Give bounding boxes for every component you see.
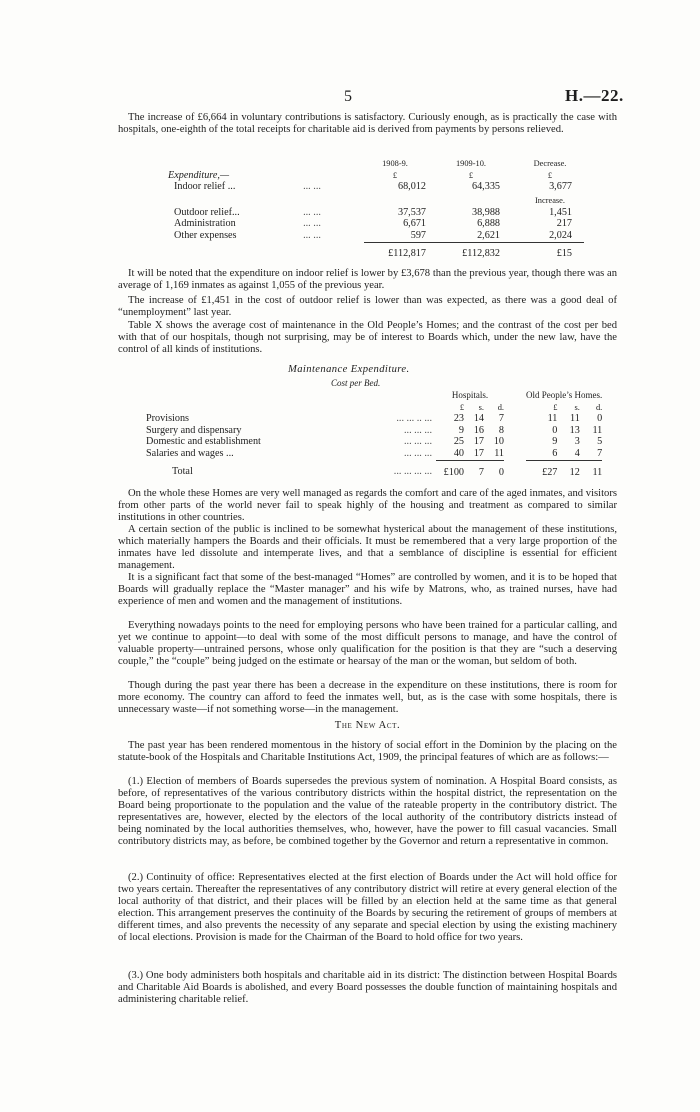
table-row xyxy=(168,181,584,193)
col-header-1909: 1909-10. xyxy=(455,159,486,168)
col-header-old-peoples-homes: Old People’s Homes. xyxy=(526,390,603,400)
total-value: £15 xyxy=(556,247,572,259)
row-label: Administration xyxy=(174,218,236,230)
cell-value: 17 xyxy=(473,436,484,448)
cell-value: 10 xyxy=(493,436,504,448)
table-row xyxy=(146,425,602,437)
paragraph-public-hysterical: A certain section of the public is inclined to be somewhat hysterical about the management of these institutions, which materially hampers the Boards and their officials. It must be remembered that a very large proportion of the inmates have led dissolute and intemperate lives, and that a semblance of discipline is essential for efficient management. xyxy=(118,524,617,572)
total-value: 0 xyxy=(498,466,504,478)
total-value: £112,832 xyxy=(462,247,500,259)
cell-value: 14 xyxy=(473,413,484,425)
row-label: Indoor relief ... xyxy=(174,181,236,193)
cell-value: 11 xyxy=(592,424,603,436)
total-value: £100 xyxy=(443,466,464,478)
col-header-1908: 1908-9. xyxy=(382,159,408,168)
leader-dots: ... ... xyxy=(303,181,321,193)
cell-value: 3 xyxy=(574,436,580,448)
page-number: 5 xyxy=(344,88,352,105)
unit-pound: £ xyxy=(547,170,553,180)
cell-value: 7 xyxy=(498,413,504,425)
cell-value: 4 xyxy=(557,448,579,460)
leader-dots: ... ... .. ... xyxy=(396,413,432,425)
expenditure-label: Expenditure,— xyxy=(168,169,230,181)
cell-value: 0 xyxy=(552,424,558,436)
cell-value: 64,335 xyxy=(471,181,500,193)
total-value: 12 xyxy=(569,466,580,478)
total-value: 7 xyxy=(478,466,484,478)
paragraph-outdoor-relief: The increase of £1,451 in the cost of outdoor relief is lower than was expected, as there was a good deal of “unemployment” last year. xyxy=(118,295,617,319)
totals-row xyxy=(168,242,584,259)
lsd-shillings: s. xyxy=(574,402,580,412)
cell-value: 25 xyxy=(453,436,464,448)
paragraph-indoor-relief: It will be noted that the expenditure on indoor relief is lower by £3,678 than the previous year, though there was an average of 1,169 inmates as against 1,055 of the previous year. xyxy=(118,268,617,292)
cell-value: 217 xyxy=(556,218,572,230)
total-value: £27 xyxy=(542,466,558,478)
cell-value: 38,988 xyxy=(471,206,500,218)
cell-value: 8 xyxy=(498,424,504,436)
cell-value: 40 xyxy=(436,448,464,460)
maintenance-title: Maintenance Expenditure. xyxy=(288,364,410,375)
lsd-pence: d. xyxy=(595,402,603,412)
row-label: Salaries and wages ... xyxy=(146,448,234,460)
paragraph-women-managed: It is a significant fact that some of the best-managed “Homes” are controlled by women, and it is to be hoped that Boards will gradually replace the “Master manager” and his wife by Matrons, who, as trained nurses, have had experience of men and women and the management of institutions. xyxy=(118,572,617,608)
cell-value: 6 xyxy=(526,448,557,460)
row-label: Surgery and dispensary xyxy=(146,424,242,436)
table-row xyxy=(168,230,584,242)
cell-value: 23 xyxy=(453,413,464,425)
row-label: Provisions xyxy=(146,413,190,425)
paragraph-homes-managed: On the whole these Homes are very well managed as regards the comfort and care of the aged inmates, and visitors from other parts of the world never fail to speak highly of the housing and treatment as compared to similar institutions in other countries. xyxy=(118,488,617,524)
cell-value: 0 xyxy=(597,413,603,425)
table-row xyxy=(146,448,602,460)
col-header-hospitals: Hospitals. xyxy=(451,390,489,400)
cell-value: 9 xyxy=(458,424,464,436)
paragraph-table-x: Table X shows the average cost of maintenance in the Old People’s Homes; and the contrast of the cost per bed with that of our hospitals, though not surprising, may be of interest to Boards which, under the new law, have the control of all kinds of institutions. xyxy=(118,320,617,356)
table-row xyxy=(168,207,584,219)
paragraph-economy: Though during the past year there has been a decrease in the expenditure on these institutions, there is room for more economy. The country can afford to feed the inmates well, but, as is the case with some hospitals, there is unnecessary waste—if not something worse—in the management. xyxy=(118,680,617,716)
lsd-pence: d. xyxy=(497,402,504,412)
total-value: £112,817 xyxy=(388,247,426,259)
document-reference: H.—22. xyxy=(565,86,624,105)
paragraph-new-act-intro: The past year has been rendered momentous in the history of social effort in the Dominion by the placing on the statute-book of the Hospitals and Charitable Institutions Act, 1909, the principal features of which are as follows:— xyxy=(118,740,617,764)
leader-dots: ... ... xyxy=(303,230,321,242)
leader-dots: ... ... ... xyxy=(403,448,432,460)
table-row xyxy=(168,218,584,230)
cell-value: 13 xyxy=(569,424,580,436)
totals-row xyxy=(146,460,602,478)
row-label: Domestic and establishment xyxy=(146,436,261,448)
row-label: Outdoor relief... xyxy=(174,206,240,218)
paragraph-one-body: (3.) One body administers both hospitals and charitable aid in its district: The distinction between Hospital Boards and Charitable Aid Boards is abolished, and every Board possesses the double function of maintaining hospitals and administering charitable relief. xyxy=(118,970,617,1006)
lsd-pounds: £ xyxy=(553,402,558,412)
leader-dots: ... ... xyxy=(303,218,321,230)
cell-value: 11 xyxy=(570,413,580,425)
cell-value: 6,888 xyxy=(477,218,500,230)
leader-dots: ... ... xyxy=(303,206,321,218)
maintenance-table xyxy=(146,390,602,478)
paragraph-voluntary-contributions: The increase of £6,664 in voluntary contributions is satisfactory. Curiously enough, as is practically the case with hospitals, one-eighth of the total receipts for charitable aid is derived from payments by persons relieved. xyxy=(118,112,617,136)
cell-value: 16 xyxy=(473,424,484,436)
expenditure-table xyxy=(168,158,584,259)
maintenance-subtitle: Cost per Bed. xyxy=(331,378,381,388)
cell-value: 3,677 xyxy=(549,181,572,193)
row-label: Other expenses xyxy=(174,230,237,242)
paragraph-election-of-members: (1.) Election of members of Boards supersedes the previous system of nomination. A Hospital Board consists, as before, of representatives of the various contributory districts within the hospital district, the representation on the Board being proportionate to the population and the value of the rateable property in the contributory district. The representatives are, however, elected by the electors of the local authority of the contributory districts instead of being nominated by the local authorities themselves, who, however, have the power to fill casual vacancies. Small contributory districts may, as before, be combined together by the Governor and return a representative in common. xyxy=(118,776,617,848)
cell-value: 9 xyxy=(552,436,558,448)
leader-dots: ... ... ... ... xyxy=(393,466,432,478)
col-header-decrease: Decrease. xyxy=(533,159,567,168)
cell-value: 6,671 xyxy=(403,218,426,230)
cell-value: 68,012 xyxy=(397,181,426,193)
cell-value: 2,024 xyxy=(516,230,584,242)
cell-value: 5 xyxy=(597,436,603,448)
cell-value: 17 xyxy=(464,448,484,460)
total-value: 11 xyxy=(592,466,603,478)
total-label: Total xyxy=(172,466,193,478)
cell-value: 11 xyxy=(547,413,558,425)
increase-label: Increase. xyxy=(535,196,565,206)
table-row xyxy=(146,436,602,448)
table-row xyxy=(146,413,602,425)
unit-pound: £ xyxy=(468,170,474,180)
lsd-shillings: s. xyxy=(478,402,484,412)
paragraph-trained-persons: Everything nowadays points to the need for employing persons who have been trained for a particular calling, and yet we continue to appoint—to deal with some of the most difficult persons to manage, and have the control of valuable property—untrained persons, whose only qualification for the position is that they are “such a deserving couple,” the “couple” being judged on the estimate or hearsay of the man or the woman, but seldom of both. xyxy=(118,620,617,668)
cell-value: 597 xyxy=(364,230,426,242)
cell-value: 11 xyxy=(484,448,504,460)
leader-dots: ... ... ... xyxy=(403,436,432,448)
paragraph-continuity-of-office: (2.) Continuity of office: Representatives elected at the first election of Boards under the Act will hold office for two years certain. Thereafter the representatives of any contributory district will retire at every general election of the local authority of that district, and their places will be filled by an election held at the same time as that general election. This arrangement preserves the continuity of the Boards by securing the retirement of groups of members at different times, and also prevents the necessity of any separate and special election by using the existing machinery of local elections. Provision is made for the Chairman of the Board to hold office for two years. xyxy=(118,872,617,944)
cell-value: 2,621 xyxy=(426,230,516,242)
section-heading-new-act: The New Act. xyxy=(334,720,401,731)
cell-value: 1,451 xyxy=(549,206,572,218)
cell-value: 37,537 xyxy=(397,206,426,218)
lsd-pounds: £ xyxy=(459,402,464,412)
leader-dots: ... ... ... xyxy=(403,424,432,436)
unit-pound: £ xyxy=(392,170,398,180)
cell-value: 7 xyxy=(580,448,602,460)
